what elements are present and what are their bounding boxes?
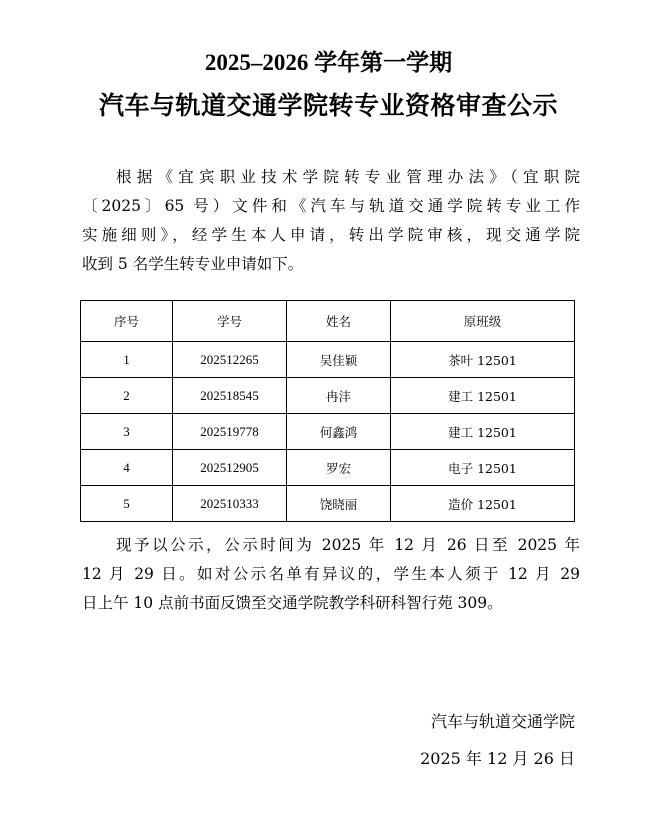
cell-seq: 3 (81, 414, 173, 450)
cell-student-id: 202512905 (172, 450, 286, 486)
publicity-paragraph (82, 531, 580, 618)
cell-original-class: 建工 12501 (390, 378, 574, 414)
cell-seq: 1 (81, 342, 173, 378)
cell-student-id: 202518545 (172, 378, 286, 414)
col-header-seq: 序号 (81, 301, 173, 342)
cell-name: 罗宏 (287, 450, 391, 486)
table-row (81, 378, 575, 414)
cell-name: 饶晓丽 (287, 486, 391, 522)
cell-original-class: 造价 12501 (390, 486, 574, 522)
intro-line: 〔2025〕65 号）文件和《汽车与轨道交通学院转专业工作 (82, 197, 580, 215)
table-header-row (81, 301, 575, 342)
cell-seq: 5 (81, 486, 173, 522)
intro-paragraph (82, 163, 580, 279)
cell-student-id: 202510333 (172, 486, 286, 522)
applicant-table (80, 300, 575, 522)
cell-name: 冉沣 (287, 378, 391, 414)
table-row (81, 414, 575, 450)
publicity-line: 日上午 10 点前书面反馈至交通学院教学科研科智行苑 309。 (82, 594, 503, 612)
table-row (81, 450, 575, 486)
cell-seq: 4 (81, 450, 173, 486)
cell-seq: 2 (81, 378, 173, 414)
cell-name: 何鑫鸿 (287, 414, 391, 450)
intro-line: 收到 5 名学生转专业申请如下。 (82, 255, 304, 273)
cell-name: 吴佳颖 (287, 342, 391, 378)
document-title-semester: 2025–2026 学年第一学期 (204, 50, 453, 75)
cell-student-id: 202512265 (172, 342, 286, 378)
publicity-line: 12 月 29 日。如对公示名单有异议的，学生本人须于 12 月 29 (82, 565, 580, 583)
signature-organization: 汽车与轨道交通学院 (430, 712, 575, 731)
table-row (81, 486, 575, 522)
cell-student-id: 202519778 (172, 414, 286, 450)
publicity-line: 现予以公示，公示时间为 2025 年 12 月 26 日至 2025 年 (116, 536, 580, 554)
table-row (81, 342, 575, 378)
signature-date: 2025 年 12 月 26 日 (420, 749, 575, 768)
col-header-original-class: 原班级 (390, 301, 574, 342)
cell-original-class: 电子 12501 (390, 450, 574, 486)
cell-original-class: 建工 12501 (390, 414, 574, 450)
intro-line: 实施细则》，经学生本人申请，转出学院审核，现交通学院 (82, 226, 580, 244)
col-header-name: 姓名 (287, 301, 391, 342)
cell-original-class: 茶叶 12501 (390, 342, 574, 378)
col-header-student-id: 学号 (172, 301, 286, 342)
document-title: 汽车与轨道交通学院转专业资格审查公示 (98, 91, 558, 120)
intro-line: 根据《宜宾职业技术学院转专业管理办法》（宜职院 (116, 168, 580, 186)
